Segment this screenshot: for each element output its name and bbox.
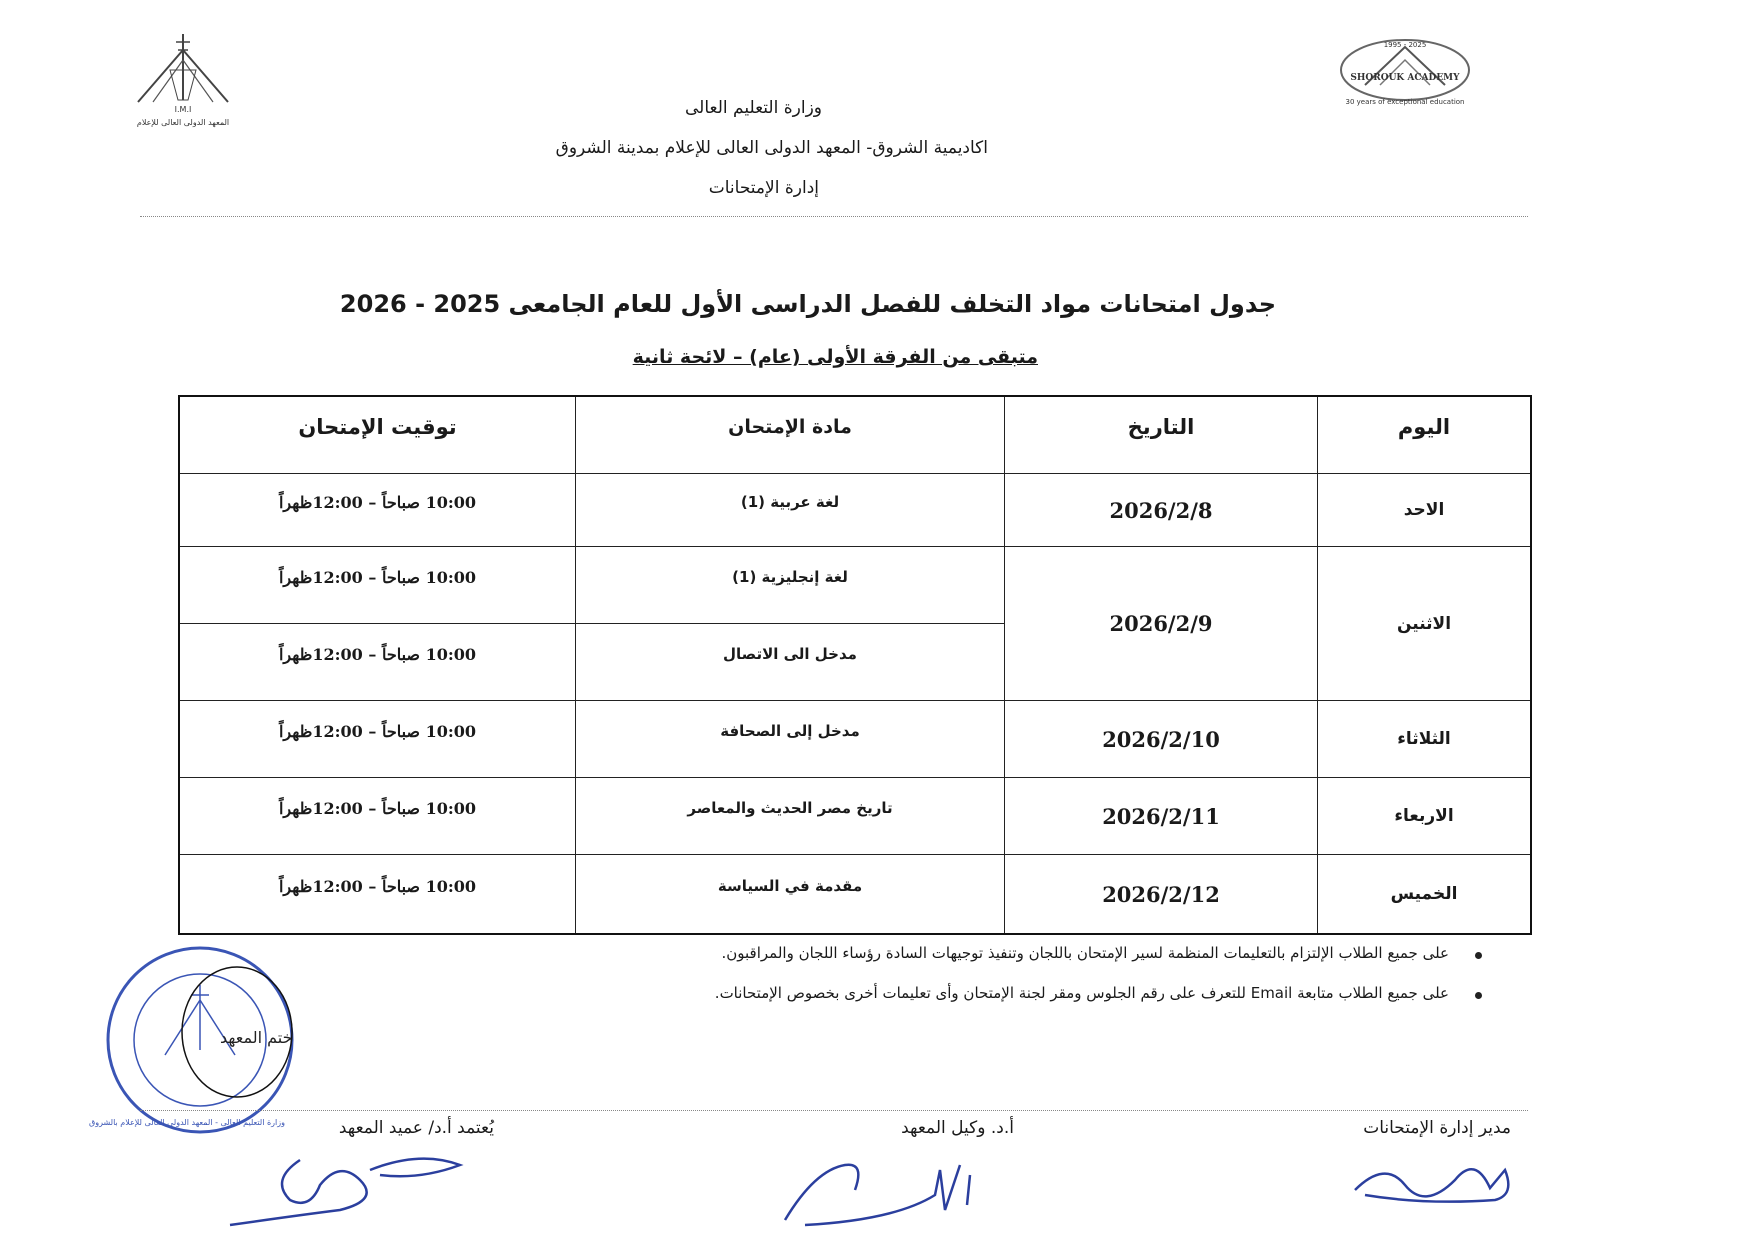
subject-cell: تاريخ مصر الحديث والمعاصر <box>576 778 1005 855</box>
time-cell: 10:00 صباحاً – 12:00ظهراً <box>179 474 576 547</box>
table-row <box>179 547 1531 624</box>
day-cell: الثلاثاء <box>1318 701 1532 778</box>
subject-cell: لغة عربية (1) <box>576 474 1005 547</box>
subject-cell: مقدمة في السياسة <box>576 855 1005 934</box>
time-cell: 10:00 صباحاً – 12:00ظهراً <box>179 701 576 778</box>
dean-label: يُعتمد أ.د/ عميد المعهد <box>338 1118 494 1138</box>
svg-text:1995 - 2025: 1995 - 2025 <box>1383 41 1427 49</box>
day-cell: الاثنين <box>1318 547 1532 701</box>
stamp-label: ختم المعهد <box>220 1028 293 1047</box>
note-item: على جميع الطلاب متابعة Email للتعرف على رقم الجلوس ومقر لجنة الإمتحان وأى تعليمات أخرى بخصوص الإمتحانات. <box>714 984 1449 1002</box>
header-subject: مادة الإمتحان <box>576 396 1005 474</box>
note-item: على جميع الطلاب الإلتزام بالتعليمات المنظمة لسير الإمتحان باللجان وتنفيذ توجيهات السادة رؤساء اللجان والمراقبون. <box>721 944 1449 962</box>
table-header-row <box>179 396 1531 474</box>
header-time: توقيت الإمتحان <box>179 396 576 474</box>
institute-logo-icon <box>118 30 248 130</box>
date-cell: 2026/2/9 <box>1005 547 1318 701</box>
bullet-icon <box>1475 992 1482 999</box>
ministry-name: وزارة التعليم العالى <box>684 98 822 118</box>
exams-manager-label: مدير إدارة الإمتحانات <box>1363 1118 1511 1138</box>
header-divider <box>140 216 1528 217</box>
signature-divider <box>140 1110 1528 1111</box>
academy-logo <box>1335 35 1475 110</box>
header-date: التاريخ <box>1005 396 1318 474</box>
vice-dean-label: أ.د. وكيل المعهد <box>901 1118 1014 1138</box>
svg-text:SHOROUK ACADEMY: SHOROUK ACADEMY <box>1350 73 1460 83</box>
svg-text:I.M.I: I.M.I <box>174 105 192 114</box>
table-row <box>179 855 1531 934</box>
time-cell: 10:00 صباحاً – 12:00ظهراً <box>179 624 576 701</box>
day-cell: الاحد <box>1318 474 1532 547</box>
institute-logo <box>118 30 248 130</box>
time-cell: 10:00 صباحاً – 12:00ظهراً <box>179 547 576 624</box>
vice-dean-signature <box>775 1150 1005 1240</box>
date-cell: 2026/2/11 <box>1005 778 1318 855</box>
page-title: جدول امتحانات مواد التخلف للفصل الدراسى الأول للعام الجامعى 2025 - 2026 <box>339 290 1276 318</box>
time-cell: 10:00 صباحاً – 12:00ظهراً <box>179 855 576 934</box>
subject-cell: لغة إنجليزية (1) <box>576 547 1005 624</box>
stamp-ring-text: وزارة التعليم العالى - المعهد الدولى العالى للإعلام بالشروق <box>89 1118 285 1127</box>
exams-manager-signature <box>1345 1150 1525 1210</box>
date-cell: 2026/2/8 <box>1005 474 1318 547</box>
bullet-icon <box>1475 952 1482 959</box>
dean-signature <box>220 1140 470 1240</box>
day-cell: الاربعاء <box>1318 778 1532 855</box>
day-cell: الخميس <box>1318 855 1532 934</box>
academy-logo-tagline: 30 years of exceptional education <box>1345 98 1465 106</box>
date-cell: 2026/2/10 <box>1005 701 1318 778</box>
subject-cell: مدخل إلى الصحافة <box>576 701 1005 778</box>
table-row <box>179 778 1531 855</box>
page-subtitle: متبقى من الفرقة الأولى (عام) – لائحة ثانية <box>632 346 1038 368</box>
institute-logo-caption: المعهد الدولى العالى للإعلام <box>136 118 230 127</box>
department-name: إدارة الإمتحانات <box>708 178 819 198</box>
subject-cell: مدخل الى الاتصال <box>576 624 1005 701</box>
header-day: اليوم <box>1318 396 1532 474</box>
date-cell: 2026/2/12 <box>1005 855 1318 934</box>
institute-name: اكاديمية الشروق- المعهد الدولى العالى للإعلام بمدينة الشروق <box>555 138 988 158</box>
table-row <box>179 474 1531 547</box>
exam-schedule-table <box>178 395 1532 935</box>
table-row <box>179 701 1531 778</box>
time-cell: 10:00 صباحاً – 12:00ظهراً <box>179 778 576 855</box>
